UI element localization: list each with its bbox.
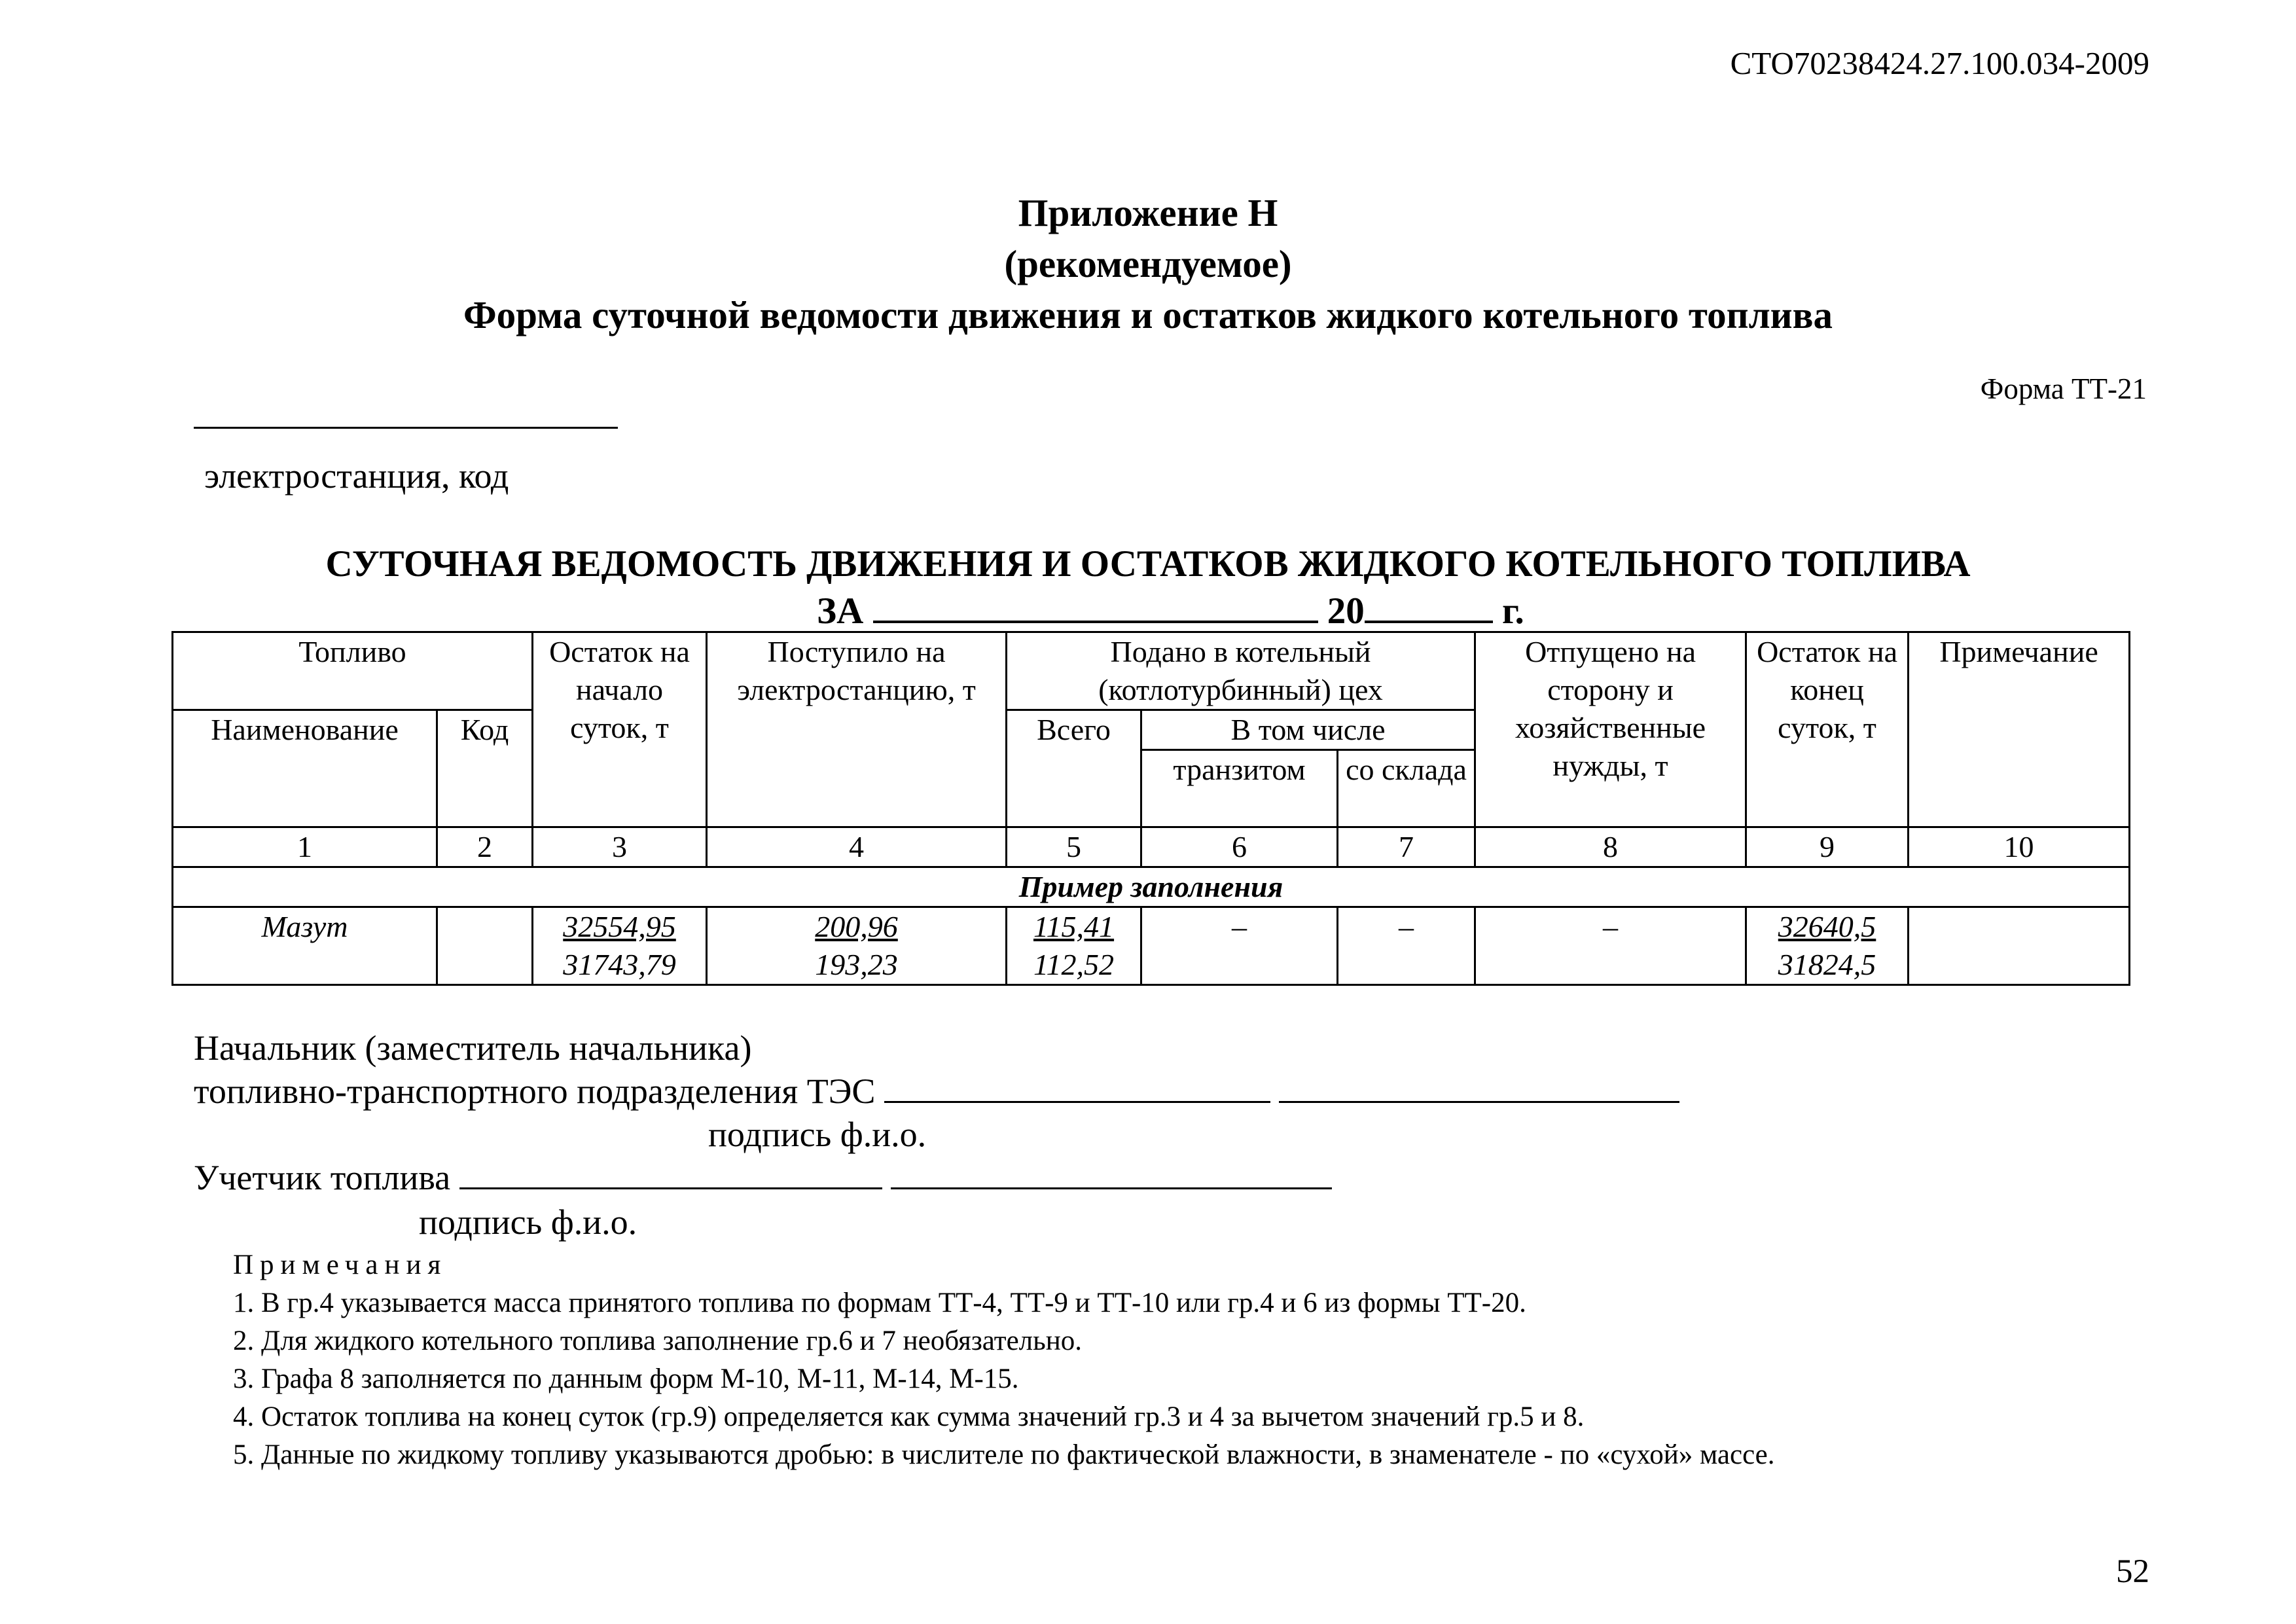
column-number: 6 <box>1141 827 1338 867</box>
cell-start-balance <box>533 907 707 985</box>
received-numerator: 200,96 <box>815 910 898 943</box>
year-blank <box>1365 586 1493 623</box>
total-numerator: 115,41 <box>1033 910 1115 943</box>
cell-note <box>1909 907 2130 985</box>
note-item: 5. Данные по жидкому топливу указываются дробью: в числителе по фактической влажности, в знаменателе - по «сухой» массе. <box>233 1439 1775 1470</box>
header-end-balance: Остаток на конец суток, т <box>1746 632 1909 827</box>
column-number: 5 <box>1007 827 1141 867</box>
chief-signature-blank <box>884 1072 1270 1103</box>
header-received: Поступило на электростанцию, т <box>707 632 1007 827</box>
document-code: СТО70238424.27.100.034-2009 <box>1730 45 2149 81</box>
cell-code <box>437 907 533 985</box>
header-fuel: Топливо <box>173 632 533 710</box>
start-balance-denominator: 31743,79 <box>563 948 676 981</box>
header-released: Отпущено на сторону и хозяйственные нужды, т <box>1475 632 1746 827</box>
table-row <box>173 907 2130 985</box>
appendix-heading <box>0 187 2296 340</box>
station-label: электростанция, код <box>204 456 509 496</box>
title-year-suffix: г. <box>1502 590 1524 632</box>
column-number: 9 <box>1746 827 1909 867</box>
column-number: 3 <box>533 827 707 867</box>
appendix-status: (рекомендуемое) <box>1004 242 1292 285</box>
cell-from-storage: – <box>1338 907 1475 985</box>
chief-title-line1: Начальник (заместитель начальника) <box>194 1028 752 1068</box>
chief-caption: подпись ф.и.о. <box>708 1115 927 1154</box>
column-number: 10 <box>1909 827 2130 867</box>
page-number: 52 <box>2116 1553 2149 1590</box>
cell-end-balance <box>1746 907 1909 985</box>
accountant-line <box>194 1157 1332 1198</box>
note-item: 2. Для жидкого котельного топлива заполнение гр.6 и 7 необязательно. <box>233 1326 1082 1356</box>
note-item: 1. В гр.4 указывается масса принятого топлива по формам ТТ-4, ТТ-9 и ТТ-10 или гр.4 и 6 из формы ТТ-20. <box>233 1288 1526 1318</box>
chief-name-blank <box>1279 1072 1679 1103</box>
title-year-prefix: 20 <box>1327 590 1365 632</box>
accountant-caption: подпись ф.и.о. <box>419 1202 637 1242</box>
fuel-movement-table <box>171 631 2130 986</box>
title-za: ЗА <box>817 590 864 632</box>
header-note: Примечание <box>1909 632 2130 827</box>
chief-title-line2 <box>194 1071 1679 1111</box>
header-start-balance: Остаток на начало суток, т <box>533 632 707 827</box>
chief-unit: топливно-транспортного подразделения ТЭС <box>194 1072 876 1111</box>
notes-block <box>233 1246 1775 1474</box>
accountant-title: Учетчик топлива <box>194 1158 451 1197</box>
header-supplied: Подано в котельный (котлотурбинный) цех <box>1007 632 1475 710</box>
column-number: 7 <box>1338 827 1475 867</box>
accountant-name-blank <box>891 1159 1332 1189</box>
column-number: 8 <box>1475 827 1746 867</box>
date-blank <box>873 586 1318 623</box>
header-including: В том числе <box>1141 710 1475 750</box>
header-from-storage: со склада <box>1338 750 1475 827</box>
received-denominator: 193,23 <box>815 948 898 981</box>
station-blank-line <box>194 427 618 429</box>
appendix-title: Приложение Н <box>1018 191 1278 234</box>
accountant-signature-blank <box>459 1159 882 1189</box>
cell-received <box>707 907 1007 985</box>
cell-transit: – <box>1141 907 1338 985</box>
header-transit: транзитом <box>1141 750 1338 827</box>
end-balance-denominator: 31824,5 <box>1778 948 1876 981</box>
notes-heading: Примечания <box>233 1250 448 1280</box>
end-balance-numerator: 32640,5 <box>1778 910 1876 943</box>
header-total: Всего <box>1007 710 1141 827</box>
start-balance-numerator: 32554,95 <box>563 910 676 943</box>
note-item: 4. Остаток топлива на конец суток (гр.9) определяется как сумма значений гр.3 и 4 за вычетом значений гр.5 и 8. <box>233 1401 1585 1432</box>
cell-total <box>1007 907 1141 985</box>
note-item: 3. Графа 8 заполняется по данным форм М-10, М-11, М-14, М-15. <box>233 1363 1019 1394</box>
form-code: Форма ТТ-21 <box>1980 372 2147 405</box>
example-label: Пример заполнения <box>173 867 2130 907</box>
column-number: 1 <box>173 827 437 867</box>
column-number: 2 <box>437 827 533 867</box>
appendix-subject: Форма суточной ведомости движения и остатков жидкого котельного топлива <box>463 293 1833 336</box>
cell-released: – <box>1475 907 1746 985</box>
header-name: Наименование <box>173 710 437 827</box>
column-numbers-row <box>173 827 2130 867</box>
table-title: СУТОЧНАЯ ВЕДОМОСТЬ ДВИЖЕНИЯ И ОСТАТКОВ ЖИДКОГО КОТЕЛЬНОГО ТОПЛИВА <box>325 543 1971 585</box>
column-number: 4 <box>707 827 1007 867</box>
total-denominator: 112,52 <box>1033 948 1115 981</box>
table-title-date <box>817 586 1524 632</box>
cell-name: Мазут <box>173 907 437 985</box>
header-code: Код <box>437 710 533 827</box>
